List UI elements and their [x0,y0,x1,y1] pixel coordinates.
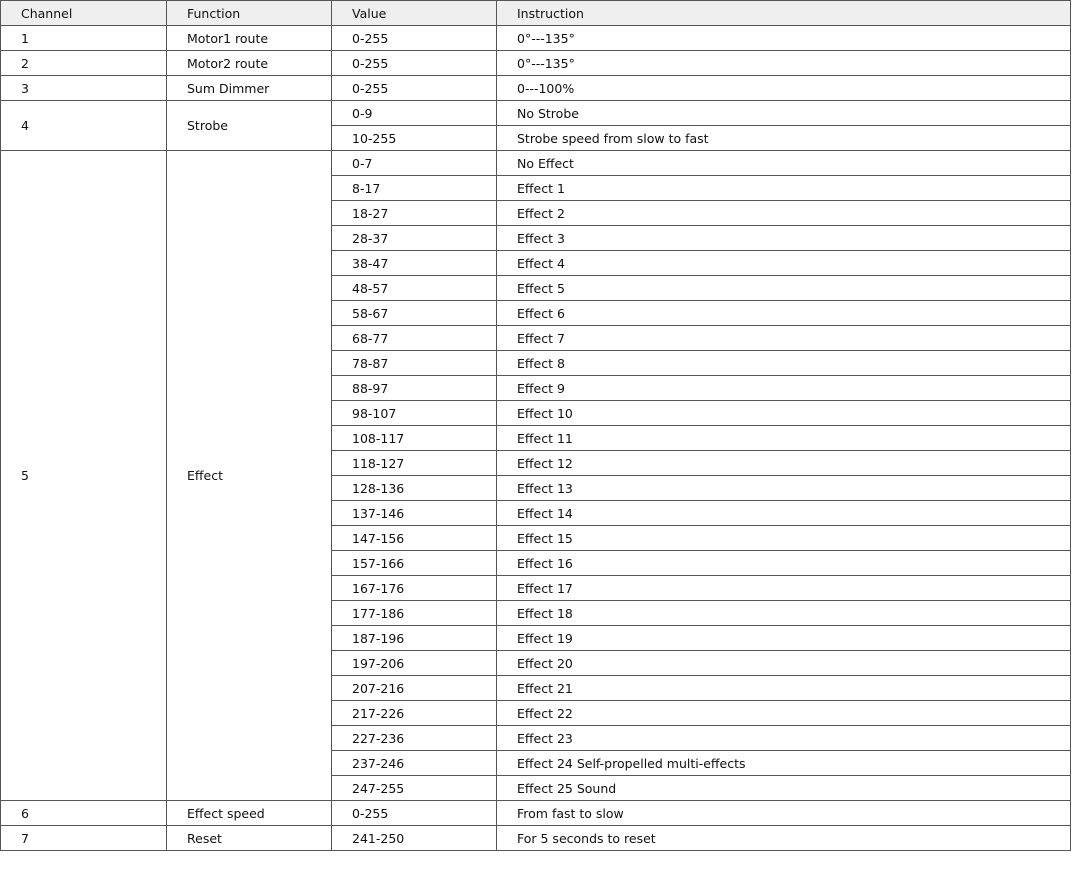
channel-cell: 1 [1,26,167,51]
table-row [1,51,1071,76]
header-function: Function [167,1,332,26]
instruction-cell: Effect 14 [497,501,1071,526]
instruction-cell: Effect 11 [497,426,1071,451]
instruction-cell: Effect 7 [497,326,1071,351]
instruction-cell: Effect 18 [497,601,1071,626]
value-cell: 197-206 [332,651,497,676]
function-cell: Effect speed [167,801,332,826]
header-value: Value [332,1,497,26]
value-cell: 0-255 [332,51,497,76]
table-body [1,26,1071,851]
table-row [1,151,1071,176]
instruction-cell: Effect 19 [497,626,1071,651]
header-instruction: Instruction [497,1,1071,26]
instruction-cell: No Strobe [497,101,1071,126]
instruction-cell: 0°---135° [497,26,1071,51]
value-cell: 98-107 [332,401,497,426]
table-row [1,76,1071,101]
instruction-cell: Effect 10 [497,401,1071,426]
value-cell: 247-255 [332,776,497,801]
instruction-cell: Effect 12 [497,451,1071,476]
value-cell: 0-9 [332,101,497,126]
instruction-cell: Effect 8 [497,351,1071,376]
instruction-cell: Effect 2 [497,201,1071,226]
instruction-cell: Effect 9 [497,376,1071,401]
instruction-cell: Effect 6 [497,301,1071,326]
instruction-cell: For 5 seconds to reset [497,826,1071,851]
value-cell: 0-255 [332,26,497,51]
value-cell: 207-216 [332,676,497,701]
instruction-cell: Effect 3 [497,226,1071,251]
channel-cell: 2 [1,51,167,76]
value-cell: 147-156 [332,526,497,551]
value-cell: 241-250 [332,826,497,851]
instruction-cell: Effect 5 [497,276,1071,301]
value-cell: 18-27 [332,201,497,226]
instruction-cell: Effect 17 [497,576,1071,601]
value-cell: 217-226 [332,701,497,726]
value-cell: 227-236 [332,726,497,751]
value-cell: 177-186 [332,601,497,626]
channel-cell: 7 [1,826,167,851]
value-cell: 38-47 [332,251,497,276]
instruction-cell: From fast to slow [497,801,1071,826]
function-cell: Motor2 route [167,51,332,76]
instruction-cell: No Effect [497,151,1071,176]
value-cell: 0-7 [332,151,497,176]
instruction-cell: Effect 21 [497,676,1071,701]
value-cell: 0-255 [332,801,497,826]
instruction-cell: 0°---135° [497,51,1071,76]
value-cell: 58-67 [332,301,497,326]
instruction-cell: Effect 23 [497,726,1071,751]
value-cell: 48-57 [332,276,497,301]
channel-cell: 3 [1,76,167,101]
value-cell: 167-176 [332,576,497,601]
instruction-cell: Strobe speed from slow to fast [497,126,1071,151]
table-row [1,826,1071,851]
value-cell: 137-146 [332,501,497,526]
value-cell: 8-17 [332,176,497,201]
instruction-cell: 0---100% [497,76,1071,101]
instruction-cell: Effect 22 [497,701,1071,726]
function-cell: Strobe [167,101,332,151]
value-cell: 108-117 [332,426,497,451]
instruction-cell: Effect 25 Sound [497,776,1071,801]
value-cell: 118-127 [332,451,497,476]
value-cell: 187-196 [332,626,497,651]
table-row [1,801,1071,826]
value-cell: 88-97 [332,376,497,401]
table-row [1,26,1071,51]
instruction-cell: Effect 15 [497,526,1071,551]
instruction-cell: Effect 20 [497,651,1071,676]
value-cell: 78-87 [332,351,497,376]
function-cell: Sum Dimmer [167,76,332,101]
function-cell: Reset [167,826,332,851]
instruction-cell: Effect 4 [497,251,1071,276]
value-cell: 10-255 [332,126,497,151]
value-cell: 237-246 [332,751,497,776]
function-cell: Motor1 route [167,26,332,51]
value-cell: 68-77 [332,326,497,351]
header-channel: Channel [1,1,167,26]
channel-cell: 6 [1,801,167,826]
instruction-cell: Effect 1 [497,176,1071,201]
instruction-cell: Effect 24 Self-propelled multi-effects [497,751,1071,776]
header-row [1,1,1071,26]
function-cell: Effect [167,151,332,801]
channel-cell: 5 [1,151,167,801]
instruction-cell: Effect 13 [497,476,1071,501]
value-cell: 157-166 [332,551,497,576]
value-cell: 128-136 [332,476,497,501]
instruction-cell: Effect 16 [497,551,1071,576]
table-row [1,101,1071,126]
value-cell: 28-37 [332,226,497,251]
value-cell: 0-255 [332,76,497,101]
channel-cell: 4 [1,101,167,151]
